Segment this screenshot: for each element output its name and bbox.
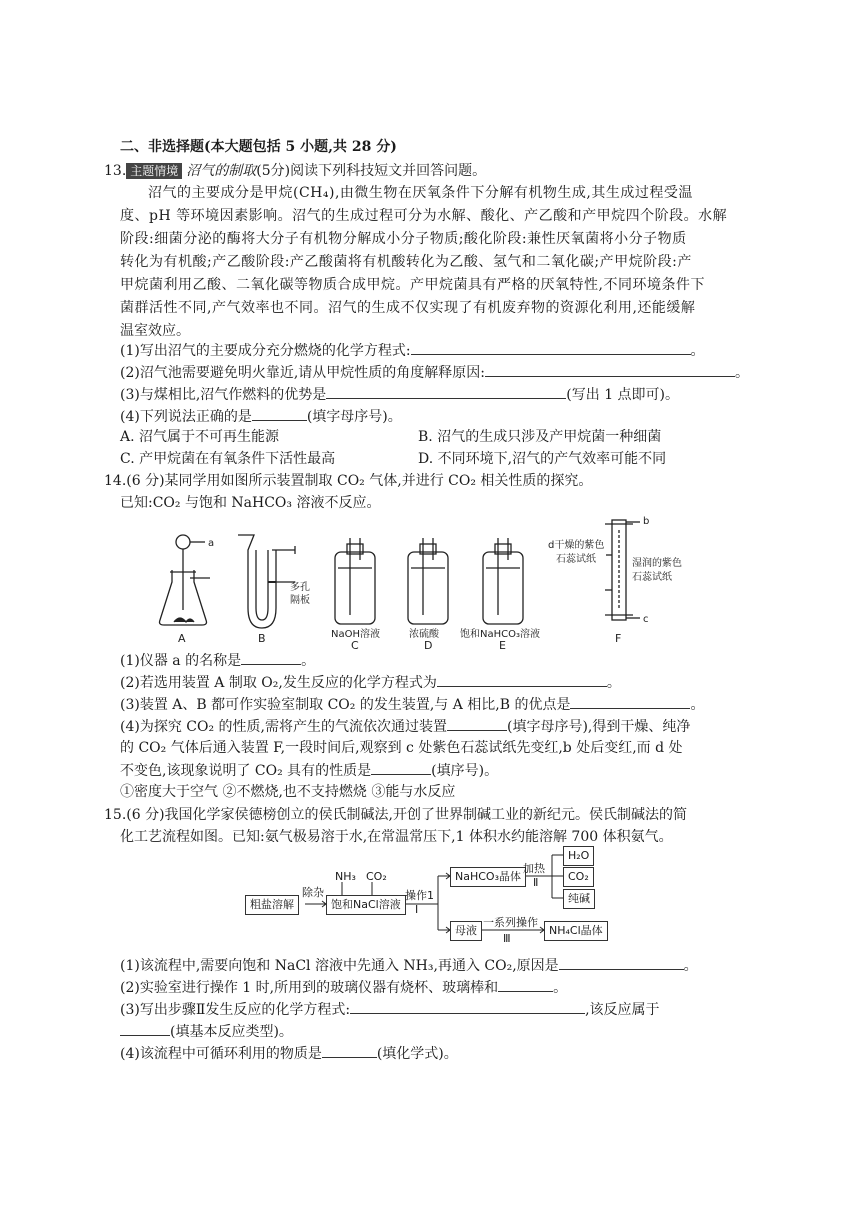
answer-blank[interactable] xyxy=(252,406,307,421)
answer-blank[interactable] xyxy=(437,672,607,687)
q14-sub4d-text: 不变色,该现象说明了 CO₂ 具有的性质是 xyxy=(120,763,372,779)
q15-sub3b-tail: (填基本反应类型)。 xyxy=(170,1024,293,1040)
q15-sub3b xyxy=(120,1021,293,1042)
answer-blank[interactable] xyxy=(371,760,431,775)
q14-sub4d-tail: (填序号)。 xyxy=(431,763,499,779)
flow-nahco3: NaHCO₃晶体 xyxy=(450,867,526,887)
q13-sub1-text: (1)写出沼气的主要成分充分燃烧的化学方程式: xyxy=(120,343,411,359)
q15-sub1-text: (1)该流程中,需要向饱和 NaCl 溶液中先通入 NH₃,再通入 CO₂,原因是 xyxy=(120,958,559,974)
passage-line: 度、pH 等环境因素影响。沼气的生成过程可分为水解、酸化、产乙酸和产甲烷四个阶段。水解 xyxy=(120,208,728,224)
flow-co2-in: CO₂ xyxy=(366,870,387,883)
flow-nh3: NH₃ xyxy=(335,870,356,883)
q13-topic: 沼气的制取 xyxy=(186,163,257,179)
label-wet2: 石蕊试纸 xyxy=(632,572,672,583)
flow-co2-out: CO₂ xyxy=(563,867,594,887)
q15-sub3-text: (3)写出步骤Ⅱ发生反应的化学方程式: xyxy=(120,1002,351,1018)
passage-line: 阶段:细菌分泌的酶将大分子有机物分解成小分子物质;酸化阶段:兼性厌氧菌将小分子物质 xyxy=(120,231,687,247)
apparatus-f xyxy=(605,520,640,620)
q14-sub3-text: (3)装置 A、B 都可作实验室制取 CO₂ 的发生装置,与 A 相比,B 的优点是 xyxy=(120,697,571,713)
q14-sub4a xyxy=(120,716,690,737)
label-d-dry2: 石蕊试纸 xyxy=(556,554,596,565)
flow-heat: 加热 xyxy=(523,862,545,875)
q15-sub2-text: (2)实验室进行操作 1 时,所用到的玻璃仪器有烧杯、玻璃棒和 xyxy=(120,980,499,996)
flow-saturated: 饱和NaCl溶液 xyxy=(326,895,406,915)
answer-blank[interactable] xyxy=(241,650,301,665)
q14-options: ①密度大于空气 ②不燃烧,也不支持燃烧 ③能与水反应 xyxy=(120,784,456,800)
q13-tag: 主题情境 xyxy=(126,163,182,179)
q14-sub4a-text: (4)为探究 CO₂ 的性质,需将产生的气流依次通过装置 xyxy=(120,719,447,735)
q13-sub3-tail: (写出 1 点即可)。 xyxy=(566,387,680,403)
label-wet1: 湿润的紫色 xyxy=(632,558,682,569)
q15-line1: 15.(6 分)我国化学家侯德榜创立的侯氏制碱法,开创了世界制碱工业的新纪元。侯氏制碱法的简 xyxy=(104,807,687,823)
passage-line: 转化为有机酸;产乙酸阶段:产乙酸菌将有机酸转化为乙酸、氢气和二氧化碳;产甲烷阶段:产 xyxy=(120,254,692,270)
q14-sub4b-text: (填字母序号),得到干燥、纯净 xyxy=(506,719,691,735)
label-porous1: 多孔 xyxy=(290,582,310,593)
q15-sub3-tail: ,该反应属于 xyxy=(585,1002,660,1018)
q15-line2: 化工艺流程如图。已知:氨气极易溶于水,在常温常压下,1 体积水约能溶解 700 体积氨气。 xyxy=(120,829,673,845)
label-naoh: NaOH溶液 xyxy=(331,629,380,640)
label-a: a xyxy=(208,538,215,549)
q15-sub1 xyxy=(120,955,698,976)
flow-op1-num: Ⅰ xyxy=(415,903,419,916)
q13-sub2-text: (2)沼气池需要避免明火靠近,请从甲烷性质的角度解释原因: xyxy=(120,365,485,381)
q14-sub1 xyxy=(120,650,315,671)
q15-sub2-tail: 。 xyxy=(553,980,568,996)
answer-blank[interactable] xyxy=(498,977,553,992)
q13-sub4-tail: (填字母序号)。 xyxy=(306,409,402,425)
q14-sub1-tail: 。 xyxy=(301,653,316,669)
label-F: F xyxy=(615,632,622,645)
q14-sub3 xyxy=(120,694,704,715)
flow-op1: 操作1 xyxy=(405,889,434,902)
apparatus-d xyxy=(408,538,448,624)
q13-number: 13. xyxy=(104,163,127,179)
answer-blank[interactable] xyxy=(485,362,735,377)
q14-sub3-tail: 。 xyxy=(690,697,705,713)
flow-mother: 母液 xyxy=(450,921,482,941)
passage-line: 甲烷菌利用乙酸、二氧化碳等物质合成甲烷。产甲烷菌具有严格的厌氧特性,不同环境条件下 xyxy=(120,277,705,293)
label-A: A xyxy=(178,632,186,645)
passage-line: 温室效应。 xyxy=(120,323,190,339)
answer-blank[interactable] xyxy=(120,1021,170,1036)
q13-sub4 xyxy=(120,406,402,427)
label-b: b xyxy=(643,516,650,527)
label-nahco3: 饱和NaHCO₃溶液 xyxy=(460,629,540,640)
q15-sub4-tail: (填化学式)。 xyxy=(376,1046,458,1062)
passage-line: 沼气的主要成分是甲烷(CH₄),由微生物在厌氧条件下分解有机物生成,其生成过程受温 xyxy=(148,185,693,201)
q14-sub4c: 的 CO₂ 气体后通入装置 F,一段时间后,观察到 c 处紫色石蕊试纸先变红,b 处后变红,而 d 处 xyxy=(120,740,683,756)
label-porous2: 隔板 xyxy=(290,595,310,606)
label-d-dry1: d干燥的紫色 xyxy=(548,540,605,551)
flow-crude: 粗盐溶解 xyxy=(245,895,299,915)
q13-sub2: (2)沼气池需要避免明火靠近,请从甲烷性质的角度解释原因: 。 xyxy=(120,362,749,383)
flow-heat-num: Ⅱ xyxy=(533,876,539,889)
answer-blank[interactable] xyxy=(559,955,684,970)
q13-header xyxy=(104,161,486,181)
flow-soda: 纯碱 xyxy=(563,889,595,909)
option-c: C. 产甲烷菌在有氧条件下活性最高 xyxy=(120,451,336,467)
q15-sub3 xyxy=(120,999,660,1020)
label-B: B xyxy=(258,632,266,645)
apparatus-c xyxy=(335,538,375,624)
label-C: C xyxy=(351,639,359,652)
option-a: A. 沼气属于不可再生能源 xyxy=(120,429,280,445)
label-c: c xyxy=(643,614,649,625)
q14-sub1-text: (1)仪器 a 的名称是 xyxy=(120,653,242,669)
answer-blank[interactable] xyxy=(326,384,566,399)
flow-h2o: H₂O xyxy=(563,846,594,866)
q14-sub2-text: (2)若选用装置 A 制取 O₂,发生反应的化学方程式为 xyxy=(120,675,437,691)
q13-sub3-text: (3)与煤相比,沼气作燃料的优势是 xyxy=(120,387,327,403)
q14-sub2 xyxy=(120,672,621,693)
flow-series-num: Ⅲ xyxy=(503,932,511,945)
answer-blank[interactable] xyxy=(350,999,585,1014)
answer-blank[interactable] xyxy=(447,716,507,731)
q13-sub1: (1)写出沼气的主要成分充分燃烧的化学方程式: 。 xyxy=(120,340,705,361)
passage-line: 菌群活性不同,产气效率也不同。沼气的生成不仅实现了有机废弃物的资源化利用,还能缓解 xyxy=(120,300,696,316)
label-h2so4: 浓硫酸 xyxy=(409,629,439,640)
q15-sub4 xyxy=(120,1043,458,1064)
option-b: B. 沼气的生成只涉及产甲烷菌一种细菌 xyxy=(418,429,662,445)
q15-sub4-text: (4)该流程中可循环利用的物质是 xyxy=(120,1046,322,1062)
q14-sub4d xyxy=(120,760,498,781)
q13-sub3 xyxy=(120,384,679,405)
apparatus-b xyxy=(238,535,295,628)
apparatus-figure xyxy=(150,510,682,652)
flow-series: 一系列操作 xyxy=(483,916,538,929)
q13-intro: (5分)阅读下列科技短文并回答问题。 xyxy=(256,163,487,179)
flow-impurity: 除杂 xyxy=(302,886,324,899)
answer-blank[interactable] xyxy=(322,1043,377,1058)
q15-sub1-tail: 。 xyxy=(683,958,698,974)
apparatus-a xyxy=(160,535,211,625)
q14-sub2-tail: 。 xyxy=(606,675,621,691)
q14-line2: 已知:CO₂ 与饱和 NaHCO₃ 溶液不反应。 xyxy=(120,495,381,511)
q15-sub2 xyxy=(120,977,567,998)
apparatus-e xyxy=(483,538,523,624)
label-D: D xyxy=(424,639,433,652)
option-d: D. 不同环境下,沼气的产气效率可能不同 xyxy=(418,451,667,467)
q13-sub4-text: (4)下列说法正确的是 xyxy=(120,409,252,425)
q14-line1: 14.(6 分)某同学用如图所示装置制取 CO₂ 气体,并进行 CO₂ 相关性质的探究。 xyxy=(104,473,593,489)
label-E: E xyxy=(499,639,506,652)
flow-nh4cl: NH₄Cl晶体 xyxy=(544,921,608,941)
answer-blank[interactable] xyxy=(411,340,691,355)
section-title: 二、非选择题(本大题包括 5 小题,共 28 分) xyxy=(120,139,397,155)
answer-blank[interactable] xyxy=(570,694,690,709)
